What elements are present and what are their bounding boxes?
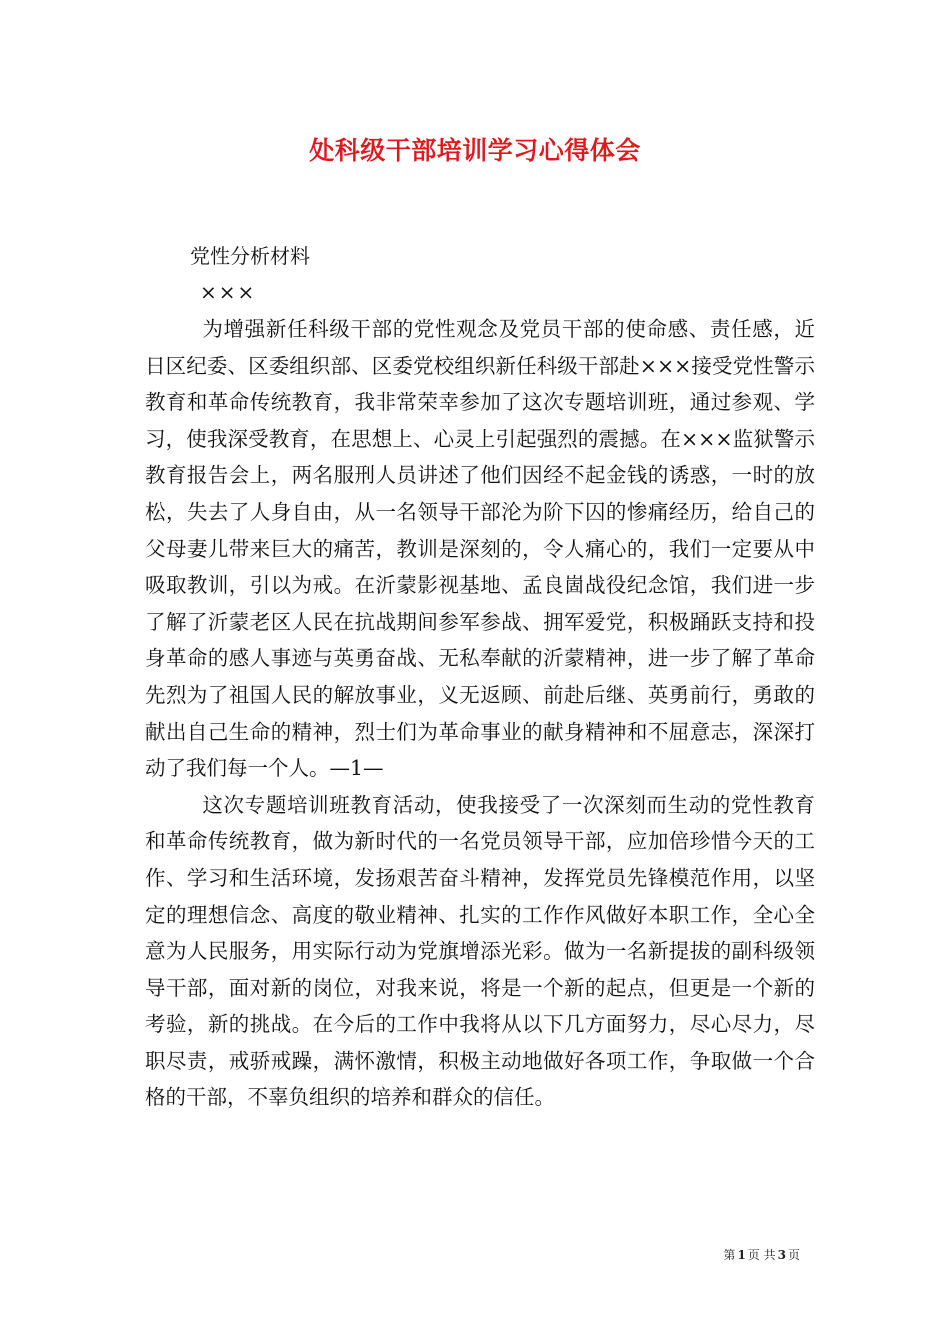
footer-prefix: 第 [723,1248,736,1262]
page-footer [723,1247,800,1263]
document-body [145,311,815,1116]
footer-middle: 页 共 [747,1248,776,1262]
body-paragraph: 为增强新任科级干部的党性观念及党员干部的使命感、责任感，近日区纪委、区委组织部、区委党校组织新任科级干部赴×××接受党性警示教育和革命传统教育，我非常荣幸参加了这次专题培训班，通过参观、学习，使我深受教育，在思想上、心灵上引起强烈的震撼。在×××监狱警示教育报告会上，两名服刑人员讲述了他们因经不起金钱的诱惑，一时的放松，失去了人身自由，从一名领导干部沦为阶下囚的惨痛经历，给自己的父母妻儿带来巨大的痛苦，教训是深刻的，令人痛心的，我们一定要从中吸取教训，引以为戒。在沂蒙影视基地、孟良崮战役纪念馆，我们进一步了解了沂蒙老区人民在抗战期间参军参战、拥军爱党，积极踊跃支持和投身革命的感人事迹与英勇奋战、无私奉献的沂蒙精神，进一步了解了革命先烈为了祖国人民的解放事业，义无返顾、前赴后继、英勇前行，勇敢的献出自己生命的精神，烈士们为革命事业的献身精神和不屈意志，深深打动了我们每一个人。—1— [145,317,815,781]
document-author: ××× [200,280,257,304]
document-subtitle: 党性分析材料 [190,244,310,268]
body-paragraph: 这次专题培训班教育活动，使我接受了一次深刻而生动的党性教育和革命传统教育，做为新时代的一名党员领导干部，应加倍珍惜今天的工作、学习和生活环境，发扬艰苦奋斗精神，发挥党员先锋模范作用，以坚定的理想信念、高度的敬业精神、扎实的工作作风做好本职工作，全心全意为人民服务，用实际行动为党旗增添光彩。做为一名新提拔的副科级领导干部，面对新的岗位，对我来说，将是一个新的起点，但更是一个新的考验，新的挑战。在今后的工作中我将从以下几方面努力，尽心尽力，尽职尽责，戒骄戒躁，满怀激情，积极主动地做好各项工作，争取做一个合格的干部，不辜负组织的培养和群众的信任。 [145,792,815,1110]
total-pages-number: 3 [777,1248,786,1262]
footer-suffix: 页 [787,1248,800,1262]
document-title: 处科级干部培训学习心得体会 [309,136,641,165]
current-page-number: 1 [737,1248,746,1262]
